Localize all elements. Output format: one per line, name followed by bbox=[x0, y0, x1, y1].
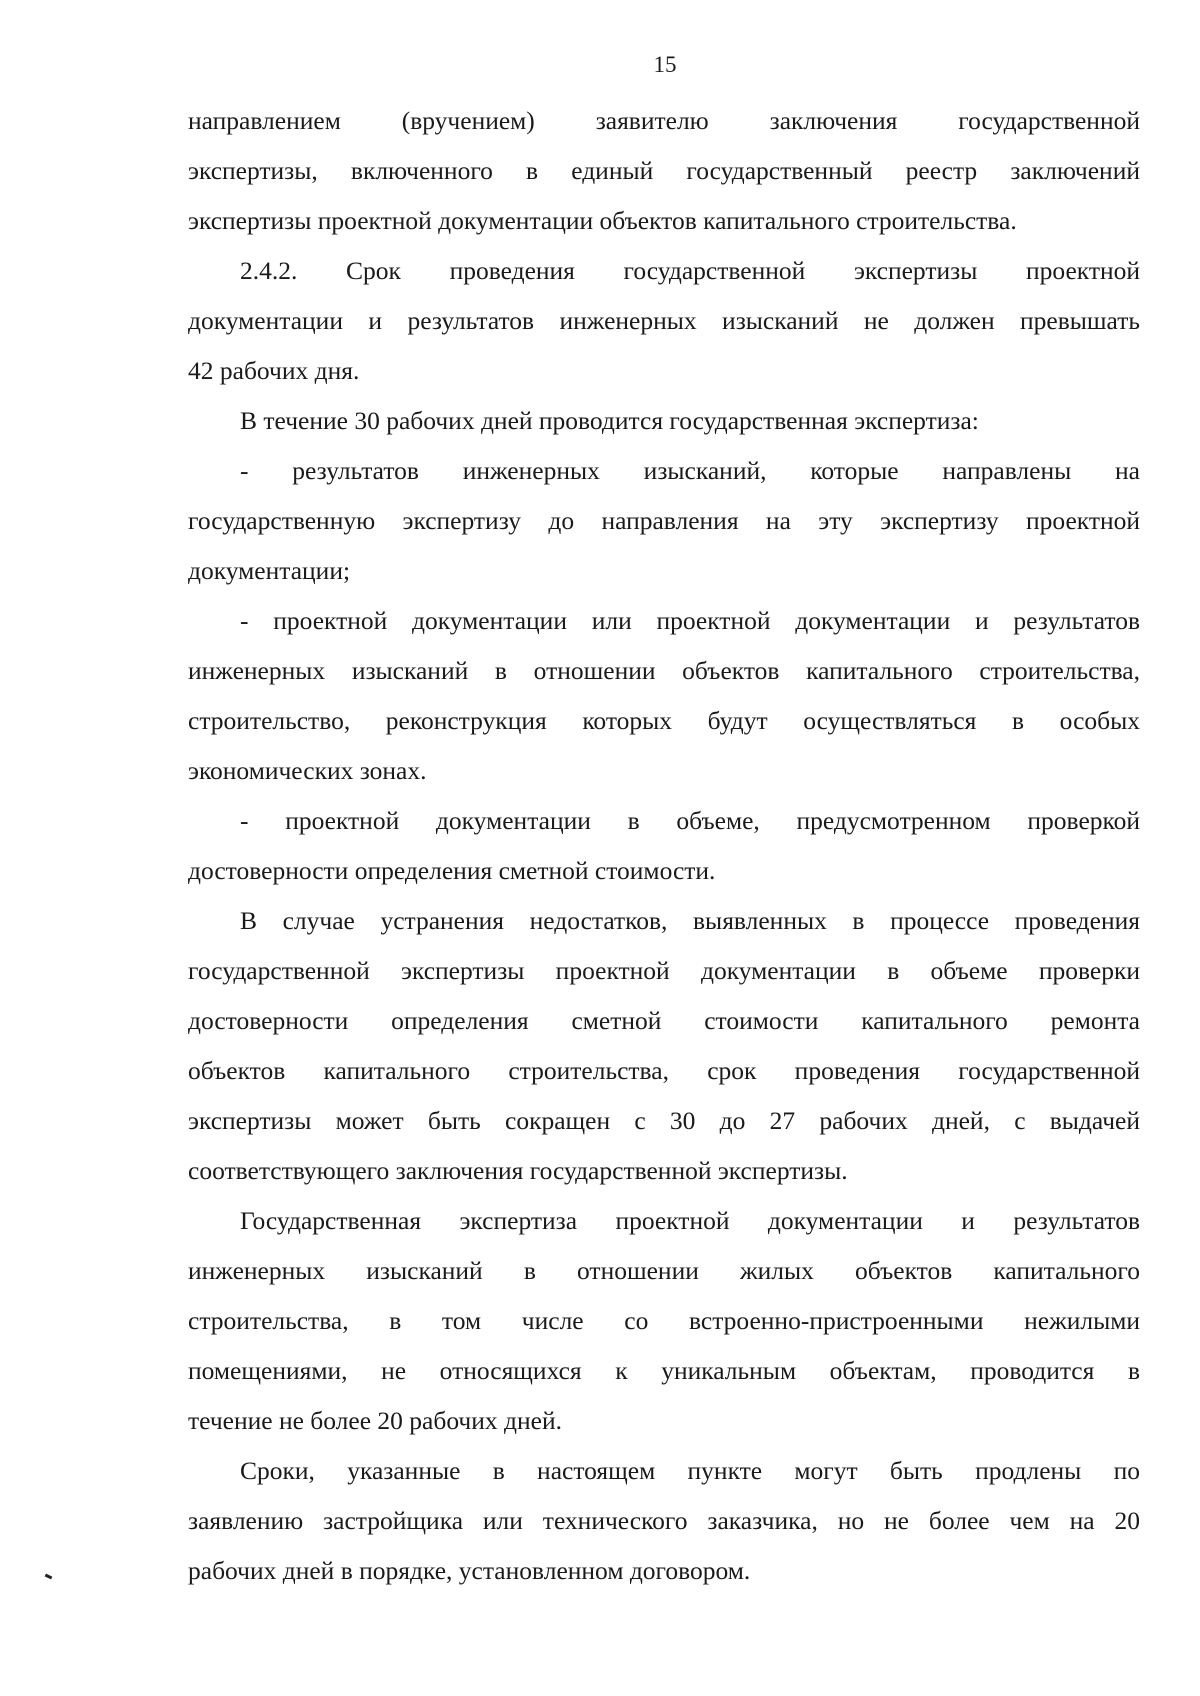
text-line: помещениями, не относящихся к уникальным объектам, проводится в bbox=[188, 1356, 1140, 1385]
text-line: экономических зонах. bbox=[188, 756, 427, 785]
text-line: документации и результатов инженерных изысканий не должен превышать bbox=[188, 306, 1140, 335]
text-line: - проектной документации в объеме, предусмотренном проверкой bbox=[240, 806, 1140, 835]
text-line: объектов капитального строительства, срок проведения государственной bbox=[188, 1056, 1140, 1085]
text-line: - проектной документации или проектной документации и результатов bbox=[240, 606, 1140, 635]
paragraph bbox=[188, 96, 1140, 246]
text-line: 2.4.2. Срок проведения государственной экспертизы проектной bbox=[240, 256, 1140, 285]
text-line: документации; bbox=[188, 556, 351, 585]
text-line: заявлению застройщика или технического заказчика, но не более чем на 20 bbox=[188, 1506, 1140, 1535]
text-line: достоверности определения сметной стоимости. bbox=[188, 856, 716, 885]
text-line: Государственная экспертиза проектной документации и результатов bbox=[240, 1206, 1140, 1235]
paragraph bbox=[188, 246, 1140, 396]
paragraph bbox=[188, 446, 1140, 596]
scan-mark bbox=[45, 1574, 53, 1580]
text-line: строительства, в том числе со встроенно-пристроенными нежилыми bbox=[188, 1306, 1140, 1335]
text-line: В течение 30 рабочих дней проводится государственная экспертиза: bbox=[240, 406, 979, 435]
text-line: строительство, реконструкция которых будут осуществляться в особых bbox=[188, 706, 1140, 735]
paragraph bbox=[188, 1196, 1140, 1446]
paragraph bbox=[188, 396, 1140, 446]
text-line: - результатов инженерных изысканий, которые направлены на bbox=[240, 456, 1140, 485]
text-line: соответствующего заключения государственной экспертизы. bbox=[188, 1156, 848, 1185]
document-body bbox=[188, 96, 1140, 1596]
text-line: инженерных изысканий в отношении объектов капитального строительства, bbox=[188, 656, 1140, 685]
text-line: направлением (вручением) заявителю заключения государственной bbox=[188, 106, 1140, 135]
text-line: государственную экспертизу до направления на эту экспертизу проектной bbox=[188, 506, 1140, 535]
paragraph bbox=[188, 596, 1140, 796]
text-line: государственной экспертизы проектной документации в объеме проверки bbox=[188, 956, 1140, 985]
text-line: течение не более 20 рабочих дней. bbox=[188, 1406, 562, 1435]
page-number: 15 bbox=[653, 52, 677, 77]
text-line: Сроки, указанные в настоящем пункте могут быть продлены по bbox=[240, 1456, 1140, 1485]
paragraph bbox=[188, 896, 1140, 1196]
text-line: инженерных изысканий в отношении жилых объектов капитального bbox=[188, 1256, 1140, 1285]
text-line: экспертизы может быть сокращен с 30 до 27 рабочих дней, с выдачей bbox=[188, 1106, 1140, 1135]
text-line: 42 рабочих дня. bbox=[188, 356, 360, 385]
text-line: В случае устранения недостатков, выявленных в процессе проведения bbox=[240, 906, 1140, 935]
text-line: рабочих дней в порядке, установленном договором. bbox=[188, 1556, 751, 1585]
text-line: экспертизы, включенного в единый государственный реестр заключений bbox=[188, 156, 1140, 185]
paragraph bbox=[188, 1446, 1140, 1596]
text-line: экспертизы проектной документации объектов капитального строительства. bbox=[188, 206, 1017, 235]
paragraph bbox=[188, 796, 1140, 896]
text-line: достоверности определения сметной стоимости капитального ремонта bbox=[188, 1006, 1140, 1035]
